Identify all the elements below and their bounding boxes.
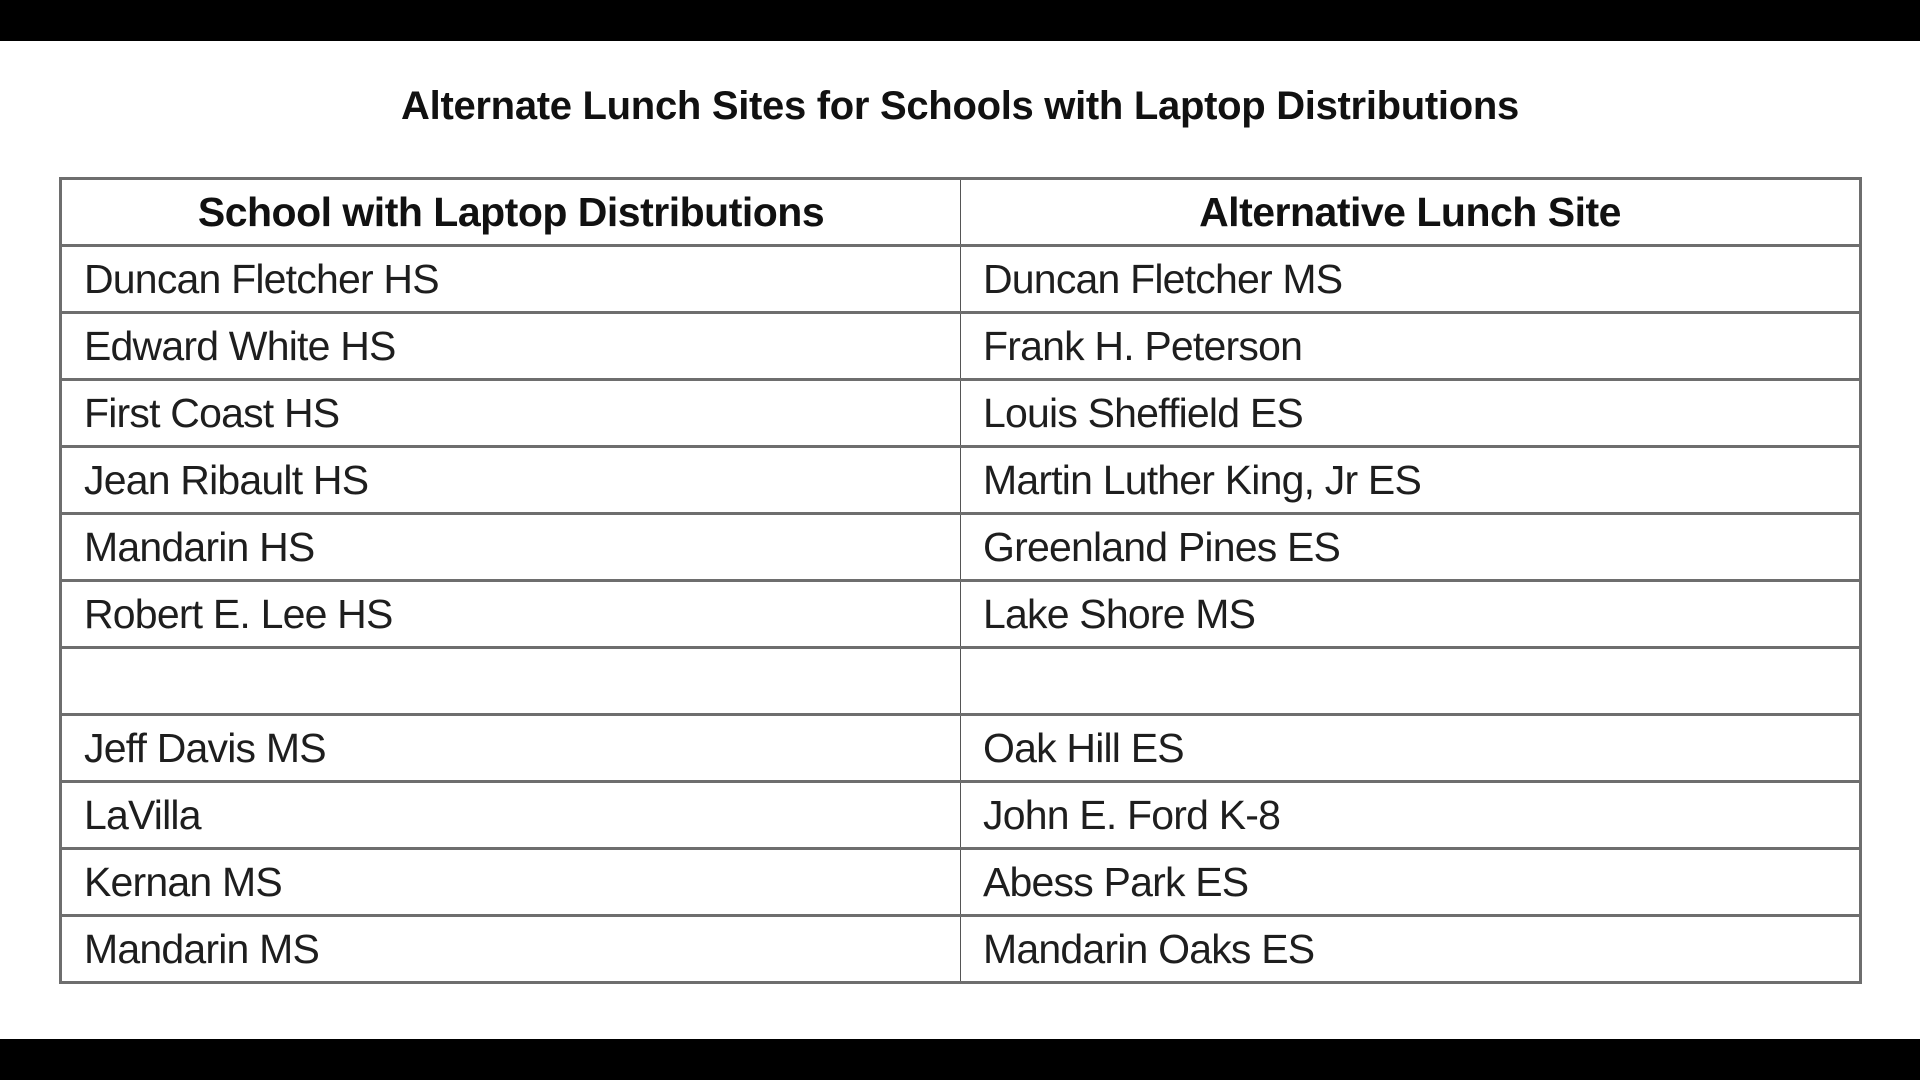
lunch-site-cell: Abess Park ES [961, 849, 1861, 916]
lunch-site-cell: Louis Sheffield ES [961, 380, 1861, 447]
school-cell: Duncan Fletcher HS [61, 246, 961, 313]
lunch-site-cell: Greenland Pines ES [961, 514, 1861, 581]
column-header-lunch-site: Alternative Lunch Site [961, 179, 1861, 246]
table-row [61, 849, 1861, 916]
document-title: Alternate Lunch Sites for Schools with Laptop Distributions [401, 84, 1519, 128]
lunch-site-cell: Frank H. Peterson [961, 313, 1861, 380]
lunch-site-cell: Mandarin Oaks ES [961, 916, 1861, 983]
school-cell: Mandarin MS [61, 916, 961, 983]
lunch-site-cell: Martin Luther King, Jr ES [961, 447, 1861, 514]
table-row [61, 246, 1861, 313]
table-row [61, 916, 1861, 983]
school-cell: Jean Ribault HS [61, 447, 961, 514]
column-header-school: School with Laptop Distributions [61, 179, 961, 246]
lunch-site-cell: Lake Shore MS [961, 581, 1861, 648]
lunch-site-cell: John E. Ford K-8 [961, 782, 1861, 849]
lunch-site-cell: Oak Hill ES [961, 715, 1861, 782]
school-cell: First Coast HS [61, 380, 961, 447]
lunch-site-cell: Duncan Fletcher MS [961, 246, 1861, 313]
school-cell: Jeff Davis MS [61, 715, 961, 782]
lunch-site-cell [961, 648, 1861, 715]
table-row [61, 380, 1861, 447]
school-cell: Mandarin HS [61, 514, 961, 581]
table-row [61, 447, 1861, 514]
table-header-row [61, 179, 1861, 246]
school-cell: Edward White HS [61, 313, 961, 380]
lunch-sites-table [59, 177, 1862, 984]
table-row [61, 313, 1861, 380]
bottom-letterbox-bar [0, 1039, 1920, 1080]
school-cell: Robert E. Lee HS [61, 581, 961, 648]
table-row [61, 715, 1861, 782]
table-row [61, 514, 1861, 581]
school-cell: LaVilla [61, 782, 961, 849]
table-row [61, 581, 1861, 648]
top-letterbox-bar [0, 0, 1920, 41]
school-cell: Kernan MS [61, 849, 961, 916]
table-row-empty [61, 648, 1861, 715]
school-cell [61, 648, 961, 715]
table-row [61, 782, 1861, 849]
